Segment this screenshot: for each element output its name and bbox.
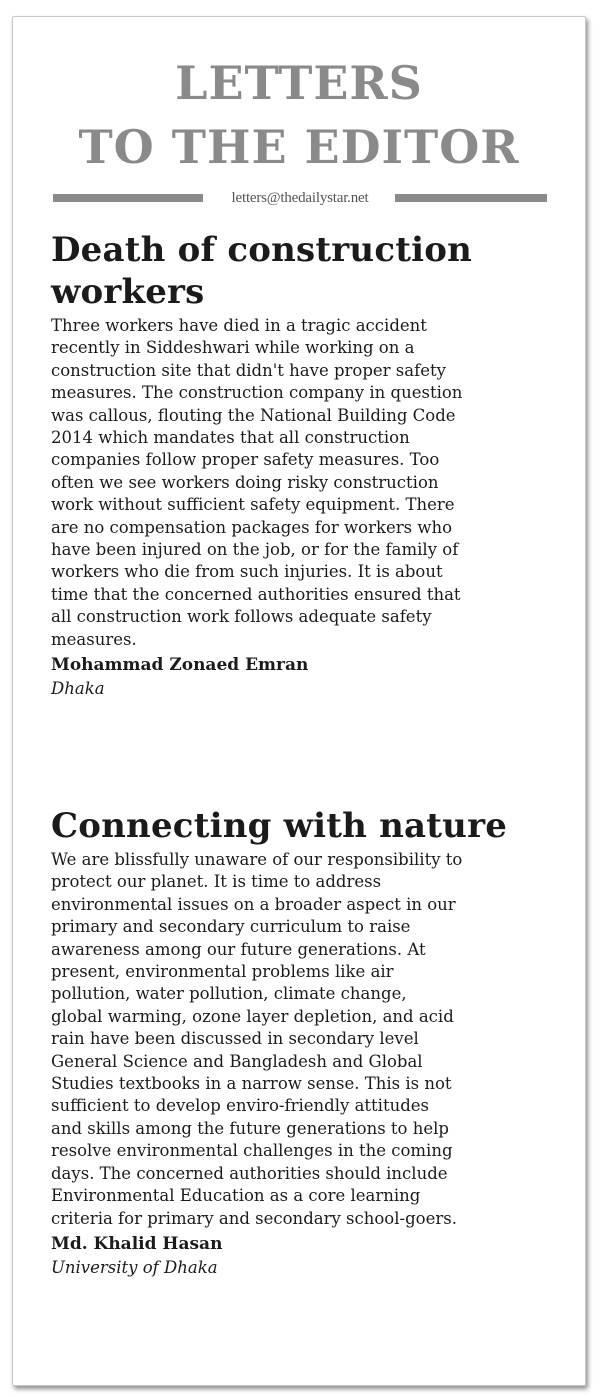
rule-bar-right	[395, 194, 547, 202]
body-line: workers who die from such injuries. It is about	[51, 562, 443, 582]
body-line: Studies textbooks in a narrow sense. This is not	[51, 1074, 452, 1094]
letter-body	[51, 315, 561, 651]
body-line: recently in Siddeshwari while working on a	[51, 338, 415, 358]
headline-line: workers	[51, 272, 205, 312]
body-line: measures. The construction company in question	[51, 383, 463, 403]
masthead-line-2: TO THE EDITOR	[78, 120, 520, 174]
body-line: present, environmental problems like air	[51, 962, 394, 982]
body-line: awareness among our future generations. At	[51, 939, 426, 959]
body-line: days. The concerned authorities should include	[51, 1163, 448, 1183]
body-line: work without sufficient safety equipment. There	[51, 495, 455, 515]
body-line: was callous, flouting the National Building Code	[51, 405, 456, 425]
body-line: criteria for primary and secondary school-goers.	[51, 1208, 457, 1228]
body-line: sufficient to develop enviro-friendly attitudes	[51, 1096, 430, 1116]
body-line: are no compensation packages for workers who	[51, 517, 453, 537]
editor-email: letters@thedailystar.net	[231, 190, 369, 206]
letter-headline	[51, 229, 561, 313]
body-line: pollution, water pollution, climate change,	[51, 984, 407, 1004]
letter-location: University of Dhaka	[51, 1257, 218, 1277]
body-line: global warming, ozone layer depletion, and acid	[51, 1006, 454, 1026]
body-line: General Science and Bangladesh and Global	[51, 1051, 423, 1071]
letter-construction-workers	[51, 229, 561, 701]
body-line: often we see workers doing risky construction	[51, 472, 439, 492]
body-line: and skills among the future generations to help	[51, 1118, 449, 1138]
body-line: environmental issues on a broader aspect in our	[51, 894, 456, 914]
body-line: Environmental Education as a core learning	[51, 1186, 421, 1206]
letter-author: Mohammad Zonaed Emran	[51, 655, 309, 676]
headline-line: Connecting with nature	[51, 806, 508, 846]
body-line: 2014 which mandates that all construction	[51, 428, 410, 448]
section-masthead	[13, 51, 585, 179]
body-line: We are blissfully unaware of our responsibility to	[51, 850, 463, 869]
body-line: have been injured on the job, or for the family of	[51, 540, 459, 560]
rule-bar-left	[53, 194, 203, 202]
body-line: resolve environmental challenges in the coming	[51, 1141, 453, 1161]
letter-connecting-with-nature	[51, 805, 561, 1280]
letter-body	[51, 849, 561, 1230]
body-line: all construction work follows adequate safety	[51, 607, 432, 627]
body-line: protect our planet. It is time to address	[51, 872, 382, 892]
body-line: primary and secondary curriculum to raise	[51, 917, 411, 937]
body-line: construction site that didn't have proper safety	[51, 360, 446, 380]
body-line: Three workers have died in a tragic accident	[51, 316, 427, 335]
body-line: companies follow proper safety measures. Too	[51, 450, 440, 470]
newspaper-page	[12, 16, 586, 1386]
headline-line: Death of construction	[51, 230, 473, 270]
body-line: measures.	[51, 629, 137, 649]
masthead-line-1: LETTERS	[175, 56, 423, 110]
letter-location: Dhaka	[51, 679, 105, 699]
body-line: time that the concerned authorities ensured that	[51, 584, 461, 604]
body-line: rain have been discussed in secondary level	[51, 1029, 419, 1049]
letter-author: Md. Khalid Hasan	[51, 1233, 223, 1254]
letter-headline	[51, 805, 561, 847]
email-rule	[53, 189, 547, 209]
